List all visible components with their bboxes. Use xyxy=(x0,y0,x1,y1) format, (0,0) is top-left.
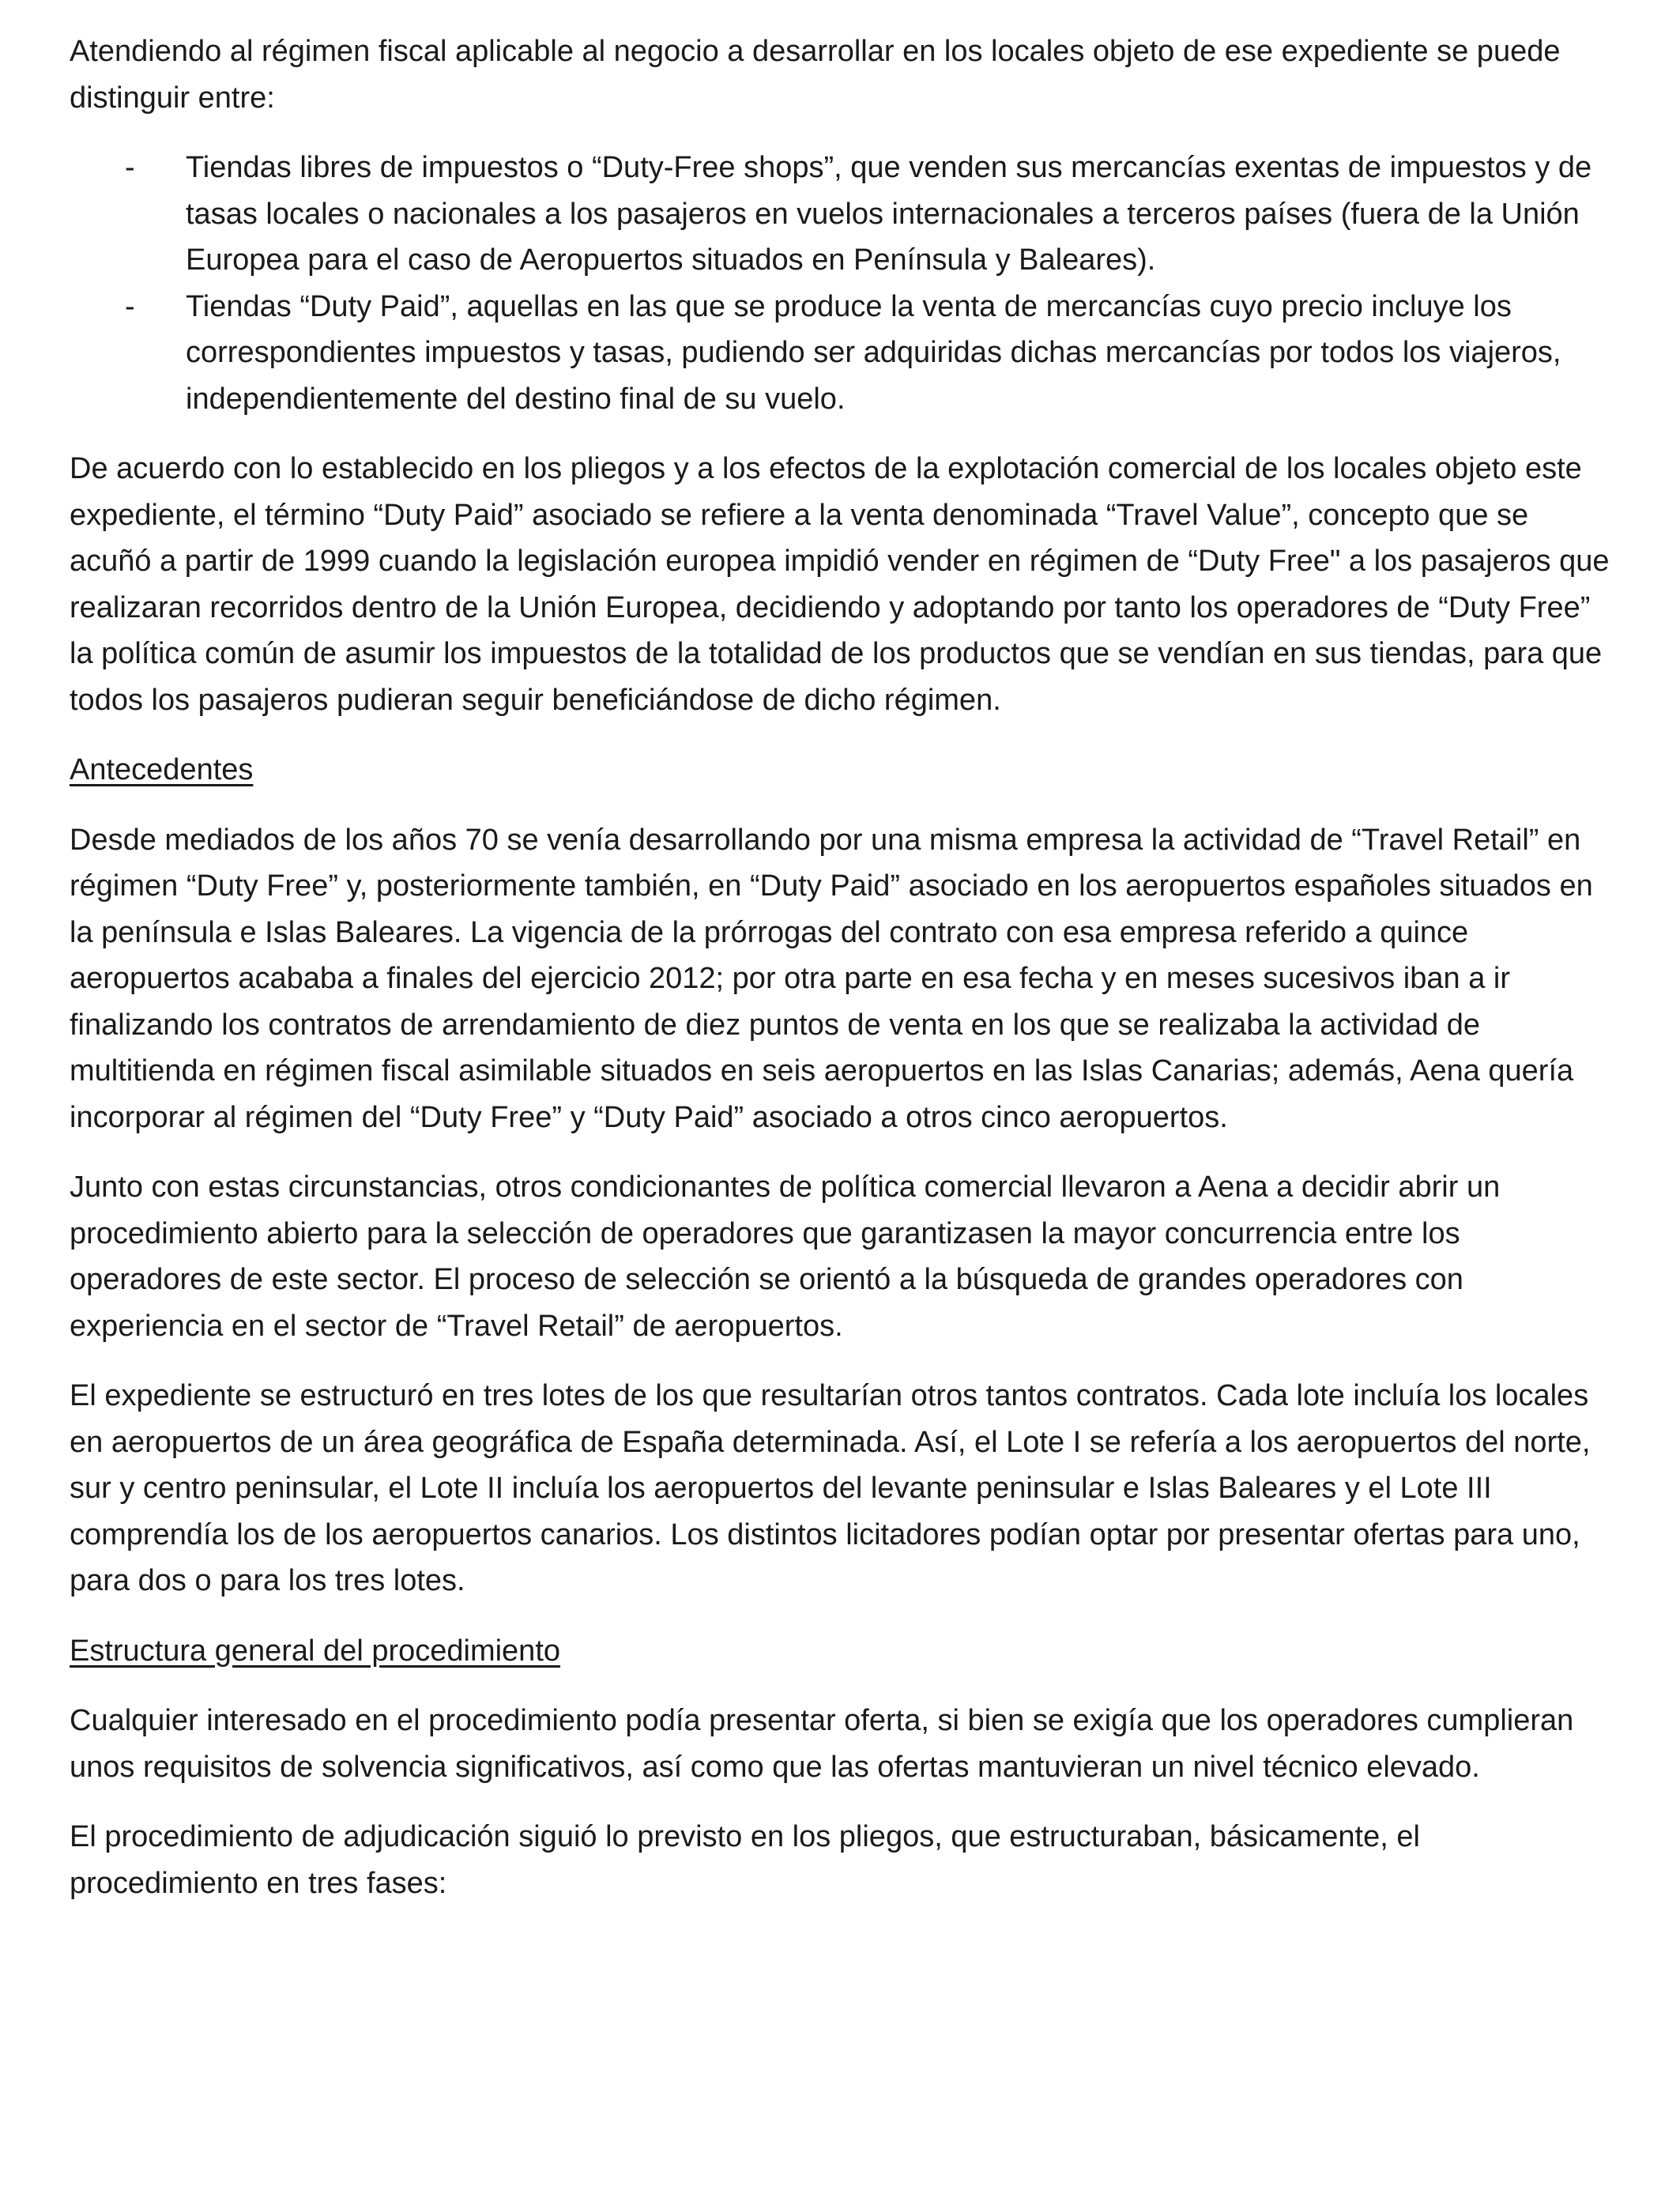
document-page xyxy=(70,28,1614,1930)
list-item-text: Tiendas “Duty Paid”, aquellas en las que se produce la venta de mercancías cuyo precio incluye los correspondientes impuestos y tasas, pudiendo ser adquiridas dichas mercancías por todos los viajeros, independientemente del destino final de su vuelo. xyxy=(186,289,1561,416)
antecedentes-paragraph-3: El expediente se estructuró en tres lotes de los que resultarían otros tantos contratos. Cada lote incluía los locales en aeropuertos de un área geográfica de España determinada. Así, el Lote I se refería a los aeropuertos del norte, sur y centro peninsular, el Lote II incluía los aeropuertos del levante peninsular e Islas Baleares y el Lote III comprendía los de los aeropuertos canarios. Los distintos licitadores podían optar por presentar ofertas para uno, para dos o para los tres lotes. xyxy=(70,1379,1591,1597)
list-item-duty-free xyxy=(70,145,1614,284)
antecedentes-paragraph-2: Junto con estas circunstancias, otros condicionantes de política comercial llevaron a Aena a decidir abrir un procedimiento abierto para la selección de operadores que garantizasen la mayor concurrencia entre los operadores de este sector. El proceso de selección se orientó a la búsqueda de grandes operadores con experiencia en el sector de “Travel Retail” de aeropuertos. xyxy=(70,1171,1501,1343)
list-item-duty-paid xyxy=(70,284,1614,423)
intro-paragraph: Atendiendo al régimen fiscal aplicable al negocio a desarrollar en los locales objeto de ese expediente se puede distinguir entre: xyxy=(70,35,1561,115)
dash-marker: - xyxy=(125,289,135,323)
estructura-paragraph-1: Cualquier interesado en el procedimiento podía presentar oferta, si bien se exigía que los operadores cumplieran unos requisitos de solvencia significativos, así como que las ofertas mantuvieran un nivel técnico elevado. xyxy=(70,1704,1574,1784)
antecedentes-paragraph-1: Desde mediados de los años 70 se venía desarrollando por una misma empresa la actividad de “Travel Retail” en régimen “Duty Free” y, posteriormente también, en “Duty Paid” asociado en los aeropuertos españoles situados en la península e Islas Baleares. La vigencia de la prórrogas del contrato con esa empresa referido a quince aeropuertos acababa a finales del ejercicio 2012; por otra parte en esa fecha y en meses sucesivos iban a ir finalizando los contratos de arrendamiento de diez puntos de venta en los que se realizaba la actividad de multitienda en régimen fiscal asimilable situados en seis aeropuertos en las Islas Canarias; además, Aena quería incorporar al régimen del “Duty Free” y “Duty Paid” asociado a otros cinco aeropuertos. xyxy=(70,823,1593,1134)
estructura-paragraph-2: El procedimiento de adjudicación siguió lo previsto en los pliegos, que estructuraban, básicamente, el procedimiento en tres fases: xyxy=(70,1820,1420,1900)
list-item-text: Tiendas libres de impuestos o “Duty-Free shops”, que venden sus mercancías exentas de impuestos y de tasas locales o nacionales a los pasajeros en vuelos internacionales a terceros países (fuera de la Unión Europea para el caso de Aeropuertos situados en Península y Baleares). xyxy=(186,151,1592,277)
travel-value-paragraph: De acuerdo con lo establecido en los pliegos y a los efectos de la explotación comercial de los locales objeto este expediente, el término “Duty Paid” asociado se refiere a la venta denominada “Travel Value”, concepto que se acuñó a partir de 1999 cuando la legislación europea impidió vender en régimen de “Duty Free" a los pasajeros que realizaran recorridos dentro de la Unión Europea, decidiendo y adoptando por tanto los operadores de “Duty Free” la política común de asumir los impuestos de la totalidad de los productos que se vendían en sus tiendas, para que todos los pasajeros pudieran seguir beneficiándose de dicho régimen. xyxy=(70,452,1610,717)
tienda-types-list xyxy=(70,145,1614,422)
dash-marker: - xyxy=(125,151,135,184)
heading-antecedentes: Antecedentes xyxy=(70,753,254,786)
heading-estructura: Estructura general del procedimiento xyxy=(70,1634,561,1668)
